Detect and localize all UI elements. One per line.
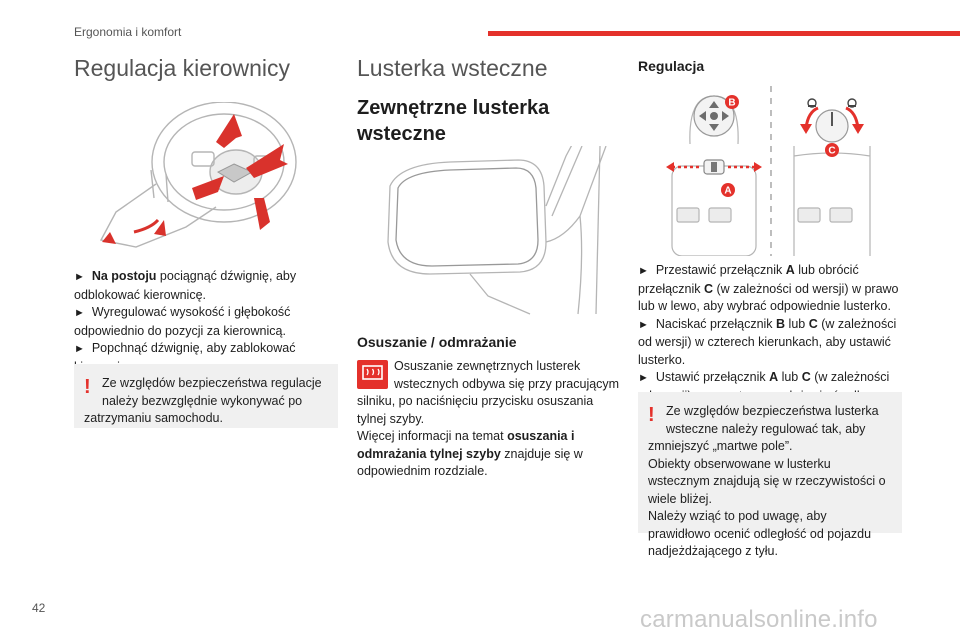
instruction-text: Ustawić przełącznik [655, 370, 770, 384]
instruction-text: pociągnąć dźwignię, aby odblokować kierownicę. [74, 269, 297, 302]
page-number: 42 [32, 601, 46, 615]
instruction-1 [74, 268, 324, 304]
instruction-text: (w zależności od wersji) w czterech kierunkach, aby ustawić lusterko. [638, 316, 897, 367]
label-a: A [724, 185, 732, 197]
triangle-arrow-icon: ► [638, 265, 649, 277]
exterior-mirror-illustration [370, 146, 620, 316]
watermark: carmanualsonline.info [640, 606, 878, 633]
instruction-text: (w zależności od wersji) w prawo lub w lewo, aby wybrać odpowiednie lusterko. [638, 281, 899, 313]
bold-phrase: Na postoju [91, 269, 157, 283]
bold-label: C [808, 316, 818, 331]
warning-line: Ze względów bezpieczeństwa lusterka wsteczne należy regulować tak, aby zmniejszyć „martwe pole”. [648, 404, 879, 453]
mirror-warning-box [638, 392, 902, 558]
defrost-title: Osuszanie / odmrażanie [357, 334, 517, 350]
instruction-text: Wyregulować wysokość i głębokość odpowiednio do pozycji za kierownicą. [74, 305, 291, 338]
instruction-1 [638, 262, 906, 316]
exclamation-warning-icon: ! [84, 376, 91, 398]
instruction-text: lub [785, 316, 809, 331]
instruction-text: Naciskać przełącznik [655, 316, 777, 331]
bold-label: B [776, 316, 786, 331]
triangle-arrow-icon: ► [638, 318, 649, 331]
instruction-text: lub obrócić przełącznik [638, 263, 859, 296]
triangle-arrow-icon: ► [74, 343, 85, 355]
steering-warning-box [74, 364, 338, 428]
instruction-2 [638, 316, 906, 370]
bold-label: A [785, 263, 795, 277]
instruction-text: Popchnąć dźwignię, aby zablokować [91, 341, 296, 355]
steering-wheel-title: Regulacja kierownicy [74, 55, 291, 81]
label-b: B [728, 97, 736, 109]
exclamation-warning-icon: ! [648, 404, 655, 426]
warning-line: Obiekty obserwowane w lusterku wstecznym znajdują się w rzeczywistości o wiele bliżej. [648, 456, 886, 506]
section-header: Ergonomia i komfort [74, 25, 182, 39]
rear-defrost-icon [357, 360, 388, 389]
instruction-text: Przestawić przełącznik [655, 263, 786, 277]
instruction-2 [74, 304, 324, 340]
bold-label: A [769, 370, 779, 384]
label-c: C [828, 145, 836, 157]
warning-text: Ze względów bezpieczeństwa regulacje należy bezwzględnie wykonywać po zatrzymaniu samochodu. [84, 376, 322, 425]
more-info-suffix: znajduje się w odpowiednim rozdziale. [357, 446, 583, 478]
header-accent-bar [488, 31, 960, 36]
adjustment-title: Regulacja [638, 58, 705, 74]
instruction-text: lub [778, 370, 802, 384]
mirrors-title: Lusterka wsteczne [357, 55, 548, 81]
triangle-arrow-icon: ► [638, 372, 649, 384]
more-info-prefix: Więcej informacji na temat [357, 429, 508, 443]
steering-wheel-instructions [74, 268, 324, 376]
more-info-bold: osuszania i odmrażania tylnej szyby [357, 429, 575, 461]
defrost-text-block [357, 358, 625, 481]
mirror-adjust-instructions [638, 262, 906, 405]
exterior-mirrors-subtitle: Zewnętrzne lusterka wsteczne [357, 97, 550, 145]
bold-label: C [704, 281, 714, 296]
steering-wheel-illustration [96, 102, 311, 252]
defrost-text: Osuszanie zewnętrznych lusterek wstecznych odbywa się przy pracującym silniku, po naciśnięciu przycisku osuszania tylnej szyby. [357, 359, 620, 426]
warning-text [648, 403, 892, 561]
warning-line: Należy wziąć to pod uwagę, aby prawidłowo ocenić odległość od pojazdu nadjeżdżającego z tyłu. [648, 509, 872, 558]
triangle-arrow-icon: ► [74, 307, 85, 319]
triangle-arrow-icon: ► [74, 271, 85, 283]
instruction-text: (w zależności [814, 370, 890, 384]
bold-label: C [801, 370, 811, 384]
mirror-switch-diagram [660, 86, 882, 256]
